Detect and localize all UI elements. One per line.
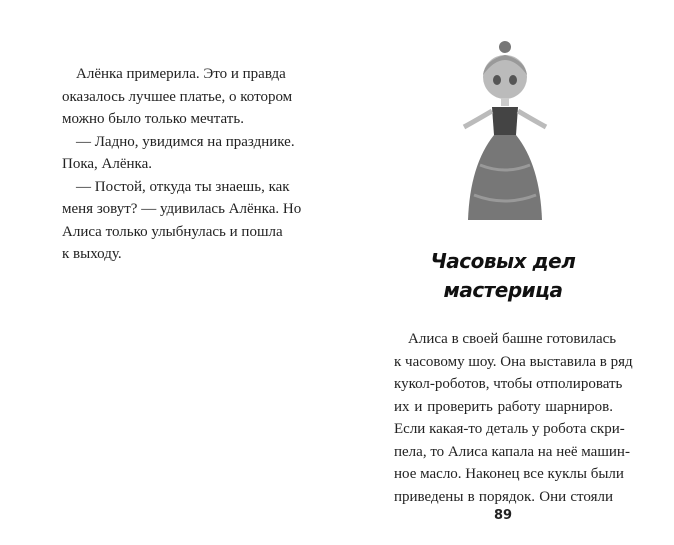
text-line: ное масло. Наконец все куклы были — [394, 466, 624, 482]
text-line: пела, то Алиса капала на неё машин- — [394, 443, 630, 460]
text-line: кукол-роботов, чтобы отполировать — [394, 376, 623, 392]
text-line: к выходу. — [62, 246, 122, 262]
page-number: 89 — [493, 508, 513, 523]
doll-illustration — [450, 35, 560, 230]
text-line: Если какая-то деталь у робота скри- — [394, 421, 625, 437]
text-line: можно было только мечтать. — [62, 111, 244, 127]
text-line: меня зовут? — удивилась Алёнка. Но — [62, 201, 302, 217]
text-line: — Постой, откуда ты знаешь, как — [76, 178, 290, 195]
chapter-title-line: мастерица — [443, 278, 563, 302]
text-line: их и проверить работу шарниров. — [394, 398, 613, 415]
text-line: к часовому шоу. Она выставила в ряд — [394, 353, 633, 370]
text-line: Алёнка примерила. Это и правда — [76, 66, 286, 82]
text-line: Алиса только улыбнулась и пошла — [62, 223, 283, 240]
left-page-text — [62, 63, 302, 266]
chapter-title — [380, 247, 626, 305]
right-page-text — [394, 328, 633, 508]
text-line: — Ладно, увидимся на празднике. — [76, 133, 295, 150]
chapter-title-line: Часовых дел — [430, 249, 576, 273]
text-line: Алиса в своей башне готовилась — [408, 331, 617, 347]
text-line: приведены в порядок. Они стояли — [394, 488, 613, 505]
text-line: Пока, Алёнка. — [62, 156, 153, 172]
text-line: оказалось лучшее платье, о котором — [62, 88, 293, 105]
